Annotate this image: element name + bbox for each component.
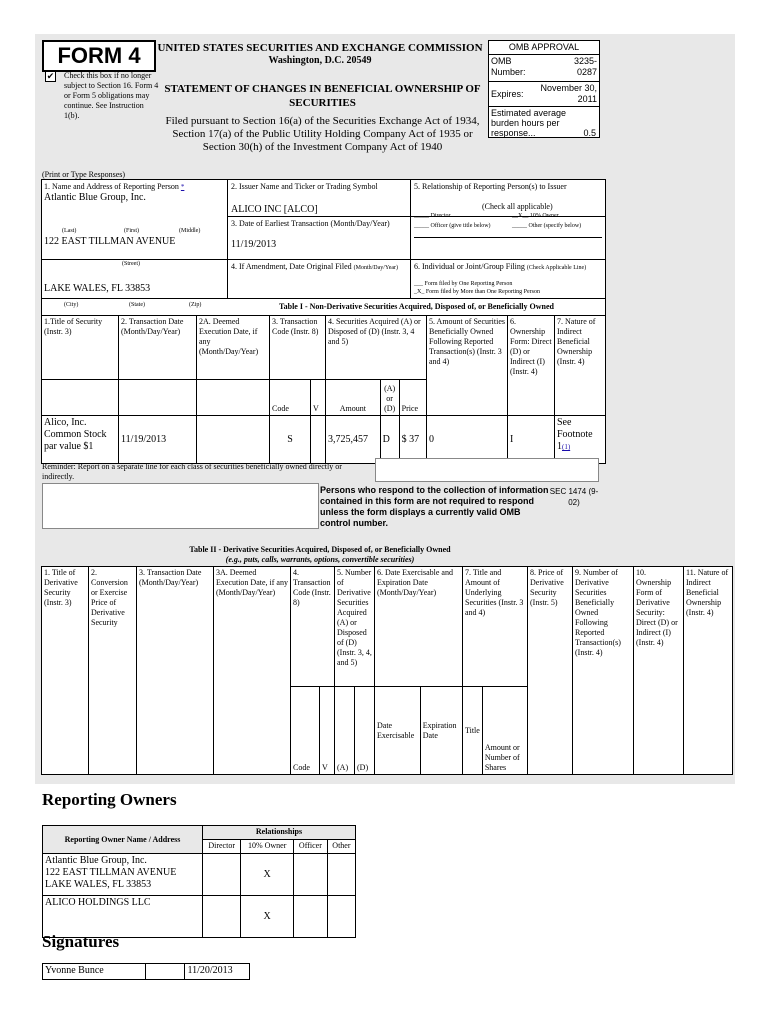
t2-h3a: 3A. Deemed Execution Date, if any (Month/Day/Year)	[214, 567, 291, 775]
owner-other	[327, 896, 355, 938]
owner-10pct: X	[241, 854, 294, 896]
table2-subtitle: (e.g., puts, calls, warrants, options, convertible securities)	[225, 555, 415, 564]
omb-title: OMB APPROVAL	[489, 41, 599, 55]
statement-title: STATEMENT OF CHANGES IN BENEFICIAL OWNERSHIP OF SECURITIES	[164, 83, 481, 109]
table2-title: Table II - Derivative Securities Acquired, Disposed of, or Beneficially Owned	[189, 545, 451, 554]
owner-name: Atlantic Blue Group, Inc. 122 EAST TILLMAN AVENUE LAKE WALES, FL 33853	[43, 854, 203, 896]
t1-data-row	[42, 416, 606, 464]
owner-director	[203, 854, 241, 896]
t2-h7: 7. Title and Amount of Underlying Securities (Instr. 3 and 4)	[463, 567, 528, 687]
t1-sub-code: Code	[270, 380, 311, 416]
t1-v	[311, 416, 326, 464]
signature-name: Yvonne Bunce	[43, 964, 146, 980]
reminder-text: Reminder: Report on a separate line for each class of securities beneficially owned directly or indirectly.	[42, 462, 342, 481]
amendment-label: 4. If Amendment, Date Original Filed	[231, 262, 352, 271]
t2-h9: 9. Number of Derivative Securities Beneficially Owned Following Reported Transaction(s) (Instr. 4)	[573, 567, 634, 775]
owners-row	[43, 854, 356, 896]
t1-code: S	[270, 416, 311, 464]
t1-deemed	[197, 416, 270, 464]
owner-10pct: X	[241, 896, 294, 938]
relationship-other: _____ Other (specify below)	[512, 223, 582, 229]
t1-date: 11/19/2013	[119, 416, 197, 464]
t2-h6: 6. Date Exercisable and Expiration Date (Month/Day/Year)	[375, 567, 463, 687]
t2-sub-exp: Expiration Date	[420, 687, 462, 775]
sec-code: SEC 1474 (9-02)	[549, 487, 599, 507]
filing-sublabel: (Check Applicable Line)	[526, 265, 587, 271]
t1-h-owned: 5. Amount of Securities Beneficially Owned Following Reported Transaction(s) (Instr. 3 and 4)	[427, 316, 508, 416]
filing-more-persons: _X_ Form filed by More than One Reporting Person	[414, 289, 540, 295]
t2-h8: 8. Price of Derivative Security (Instr. 5)	[528, 567, 573, 775]
omb-number-value: 3235-0287	[573, 56, 597, 77]
owners-col-officer: Officer	[293, 840, 327, 854]
t1-sub-v: V	[311, 380, 326, 416]
relationship-check-all: (Check all applicable)	[482, 202, 553, 211]
t2-h4: 4. Transaction Code (Instr. 8)	[291, 567, 335, 687]
issuer-label: 2. Issuer Name and Ticker or Trading Symbol	[231, 182, 378, 191]
table1-title: Table I - Non-Derivative Securities Acquired, Disposed of, or Beneficially Owned	[279, 302, 554, 311]
agency-name: UNITED STATES SECURITIES AND EXCHANGE COMMISSION	[157, 42, 483, 54]
t2-h10: 10. Ownership Form of Derivative Security: Direct (D) or Indirect (I) (Instr. 4)	[634, 567, 684, 775]
t1-aord: D	[380, 416, 399, 464]
checkbox-text: Check this box if no longer subject to Section 16. Form 4 or Form 5 obligations may continue. See Instruction 1(b).	[64, 71, 159, 120]
t1-h-form: 6. Ownership Form: Direct (D) or Indirect (I) (Instr. 4)	[508, 316, 555, 416]
t1-owned: 0	[427, 416, 508, 464]
reporting-person-footnote-link[interactable]: *	[180, 183, 185, 191]
t1-h-date: 2. Transaction Date (Month/Day/Year)	[119, 316, 197, 380]
owners-col-relationships: Relationships	[203, 826, 356, 840]
reporting-info-grid	[41, 179, 606, 317]
t2-sub-v: V	[320, 687, 335, 775]
filing-label: 6. Individual or Joint/Group Filing	[414, 262, 525, 271]
t2-sub-title: Title	[463, 687, 483, 775]
t1-sub-amount: Amount	[326, 380, 381, 416]
t2-sub-d: (D)	[355, 687, 375, 775]
form-title: FORM 4	[42, 40, 156, 72]
agency-address: Washington, D.C. 20549	[268, 55, 372, 66]
earliest-transaction-date: 11/19/2013	[231, 239, 277, 250]
reporting-person-city: LAKE WALES, FL 33853	[44, 283, 151, 294]
t2-h3: 3. Transaction Date (Month/Day/Year)	[137, 567, 214, 775]
blank-notice-box	[42, 483, 319, 529]
reporting-owners-heading: Reporting Owners	[42, 790, 177, 809]
t1-sub-aord: (A) or (D)	[380, 380, 399, 416]
owners-col-director: Director	[203, 840, 241, 854]
street-label: (Street)	[122, 261, 140, 267]
owners-col-10pct: 10% Owner	[241, 840, 294, 854]
issuer-value: ALICO INC [ALCO]	[231, 204, 318, 215]
reminder-box	[375, 458, 599, 482]
t1-form: I	[508, 416, 555, 464]
t1-price: $ 37	[399, 416, 426, 464]
earliest-transaction-label: 3. Date of Earliest Transaction (Month/Day/Year)	[231, 219, 390, 228]
relationship-director: _____ Director	[414, 213, 451, 219]
zip-label: (Zip)	[189, 302, 202, 308]
state-label: (State)	[129, 302, 145, 308]
filed-pursuant: Filed pursuant to Section 16(a) of the Securities Exchange Act of 1934, Section 17(a) of the Public Utility Holding Company Act of 1935 or Section 30(h) of the Investment Company Act of 1940	[165, 115, 480, 153]
relationship-label: 5. Relationship of Reporting Person(s) to Issuer	[414, 182, 567, 191]
t2-sub-code: Code	[291, 687, 320, 775]
t1-footnote-number: 1	[557, 441, 562, 452]
t2-sub-amount: Amount or Number of Shares	[482, 687, 527, 775]
owners-col-other: Other	[327, 840, 355, 854]
owner-director	[203, 896, 241, 938]
last-label: (Last)	[62, 228, 77, 234]
print-type-note: (Print or Type Responses)	[42, 170, 126, 179]
filing-one-person: ___ Form filed by One Reporting Person	[414, 281, 513, 287]
reporting-owners-table	[42, 825, 356, 938]
t2-h5: 5. Number of Derivative Securities Acquired (A) or Disposed of (D) (Instr. 3, 4, and 5)	[335, 567, 375, 687]
city-label: (City)	[64, 302, 79, 308]
reporting-person-label: 1. Name and Address of Reporting Person	[44, 182, 179, 191]
persons-notice: Persons who respond to the collection of information contained in this form are not required to respond unless the form displays a currently valid OMB control number.	[320, 485, 549, 528]
t2-h11: 11. Nature of Indirect Beneficial Ownership (Instr. 4)	[684, 567, 733, 775]
t2-sub-a: (A)	[335, 687, 355, 775]
omb-burden-value: 0.5	[583, 128, 596, 138]
owner-officer	[293, 854, 327, 896]
t2-h1: 1. Title of Derivative Security (Instr. 3)	[42, 567, 89, 775]
first-label: (First)	[124, 228, 139, 234]
table2-derivative	[41, 566, 733, 775]
t1-h-nature: 7. Nature of Indirect Beneficial Ownership (Instr. 4)	[555, 316, 606, 416]
t2-h2: 2. Conversion or Exercise Price of Derivative Security	[89, 567, 137, 775]
t1-sub-price: Price	[399, 380, 426, 416]
t1-h-deemed: 2A. Deemed Execution Date, if any (Month/Day/Year)	[197, 316, 270, 380]
omb-approval-box	[488, 40, 600, 138]
signatures-heading: Signatures	[42, 932, 120, 951]
owner-other	[327, 854, 355, 896]
omb-expires-value: November 30, 2011	[540, 83, 597, 104]
omb-number-label: OMB Number:	[491, 56, 526, 77]
table1-non-derivative	[41, 315, 606, 464]
t1-nature: See Footnote	[557, 417, 593, 440]
relationship-10pct-owner: __X__ 10% Owner	[512, 213, 559, 219]
t1-h-securities: 4. Securities Acquired (A) or Disposed of (D) (Instr. 3, 4 and 5)	[326, 316, 427, 380]
signatures-table	[42, 963, 250, 980]
t1-footnote-link[interactable]: (1)	[562, 443, 571, 451]
omb-expires-label: Expires:	[491, 89, 524, 99]
t1-h-title: 1.Title of Security (Instr. 3)	[42, 316, 119, 380]
t1-security: Alico, Inc. Common Stock par value $1	[42, 416, 119, 464]
amendment-sublabel: (Month/Day/Year)	[353, 265, 399, 271]
owner-officer	[293, 896, 327, 938]
t2-sub-date-ex: Date Exercisable	[375, 687, 421, 775]
reporting-person-street: 122 EAST TILLMAN AVENUE	[44, 236, 176, 247]
t1-amount: 3,725,457	[326, 416, 381, 464]
owners-col-name: Reporting Owner Name / Address	[43, 826, 203, 854]
t1-h-code: 3. Transaction Code (Instr. 8)	[270, 316, 326, 380]
reporting-person-name: Atlantic Blue Group, Inc.	[44, 192, 146, 203]
owner-name: ALICO HOLDINGS LLC	[43, 896, 203, 938]
omb-burden-label: Estimated average burden hours per response...	[491, 108, 567, 138]
middle-label: (Middle)	[179, 228, 201, 234]
relationship-officer: _____ Officer (give title below)	[414, 223, 491, 229]
no-longer-subject-checkbox[interactable]: ✔	[46, 71, 55, 81]
signature-date: 11/20/2013	[185, 964, 250, 980]
